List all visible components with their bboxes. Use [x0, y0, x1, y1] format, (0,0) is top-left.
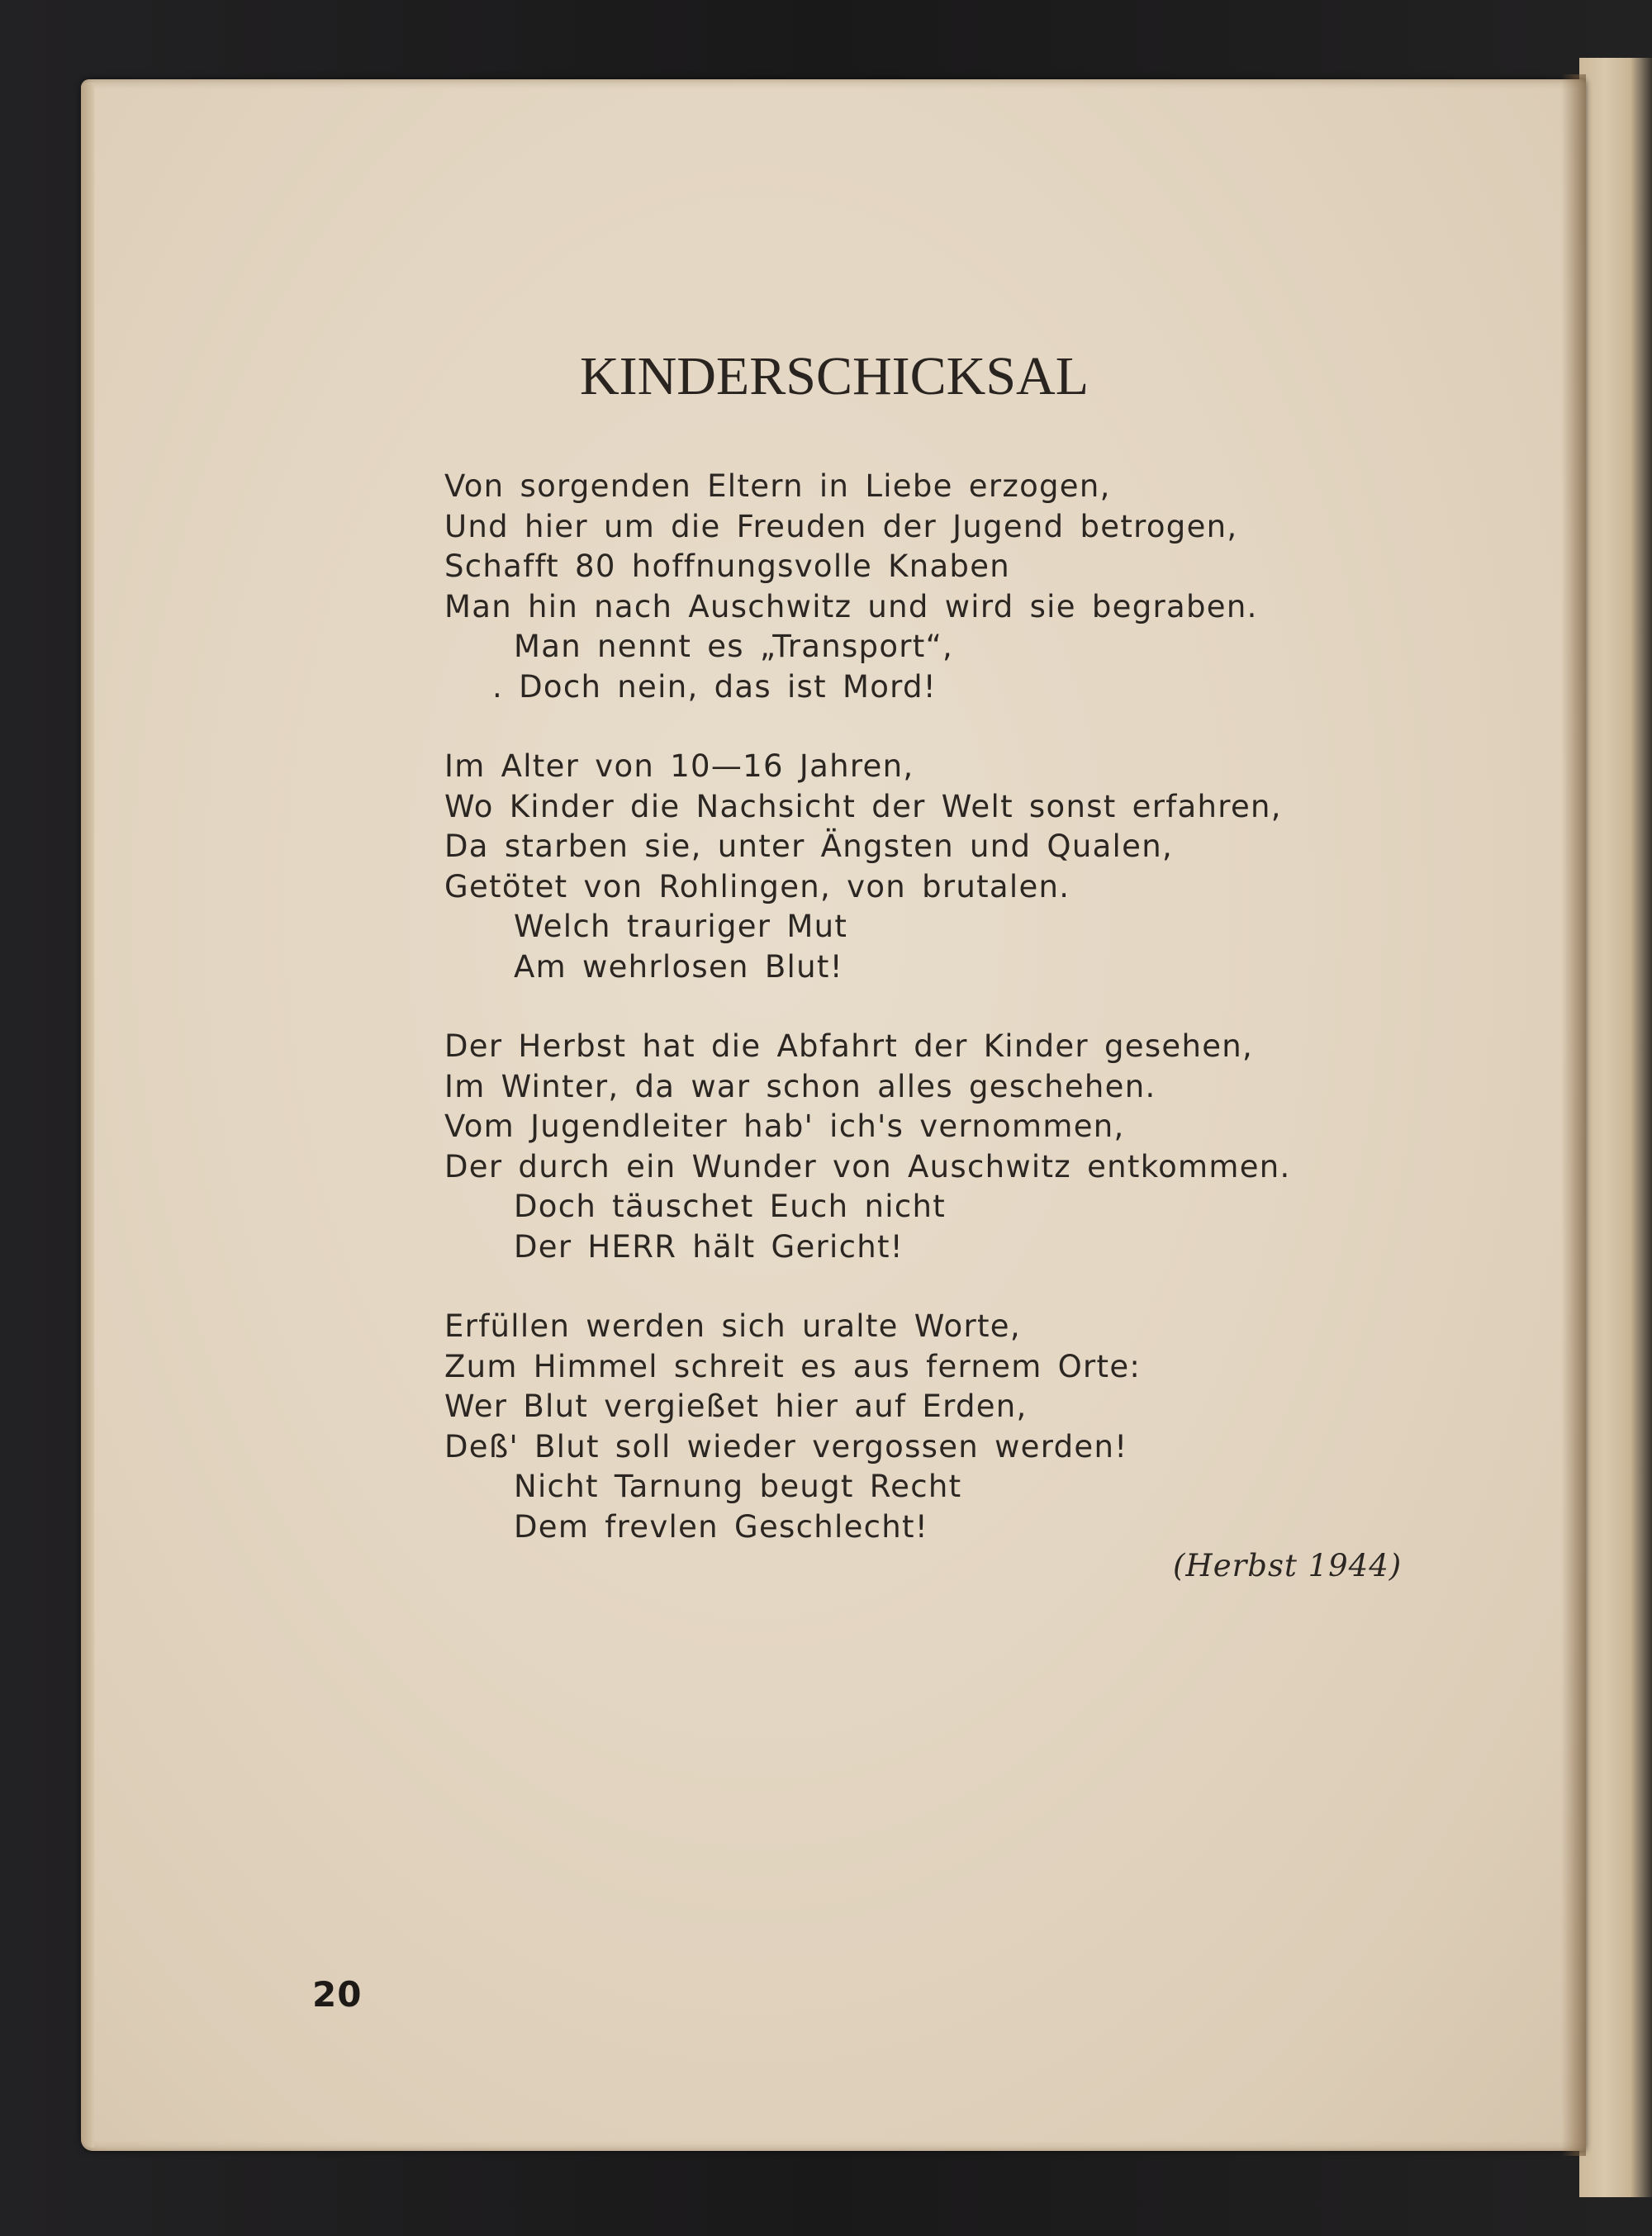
poem-title: KINDERSCHICKSAL — [579, 346, 1089, 406]
refrain-line: Doch täuschet Euch nicht — [514, 1189, 947, 1224]
poem-line: Und hier um die Freuden der Jugend betrogen, — [444, 508, 1238, 544]
refrain-line: Man nennt es „Transport“, — [514, 629, 954, 664]
stanza-1 — [444, 467, 1291, 707]
poem-line: Der Herbst hat die Abfahrt der Kinder gesehen, — [444, 1028, 1254, 1064]
poem-line: Wer Blut vergießet hier auf Erden, — [444, 1389, 1028, 1424]
poem-line: Im Alter von 10—16 Jahren, — [444, 748, 914, 784]
poem-date: (Herbst 1944) — [1173, 1548, 1403, 1583]
stanza-2 — [444, 747, 1291, 987]
poem-line: Man hin nach Auschwitz und wird sie begraben. — [444, 588, 1258, 624]
poem-line: Im Winter, da war schon alles geschehen. — [444, 1068, 1156, 1104]
poem-line: Der durch ein Wunder von Auschwitz entkommen. — [444, 1148, 1291, 1184]
refrain-line: Welch trauriger Mut — [514, 909, 848, 944]
refrain-line: . Doch nein, das ist Mord! — [492, 668, 937, 705]
refrain-line: Der HERR hält Gericht! — [514, 1228, 904, 1265]
poem-body — [444, 467, 1291, 1587]
refrain-line: Dem frevlen Geschlecht! — [514, 1508, 928, 1545]
poem-line: Deß' Blut soll wieder vergossen werden! — [444, 1428, 1128, 1465]
poem-line: Erfüllen werden sich uralte Worte, — [444, 1308, 1021, 1344]
poem-line: Zum Himmel schreit es aus fernem Orte: — [444, 1348, 1142, 1384]
poem-line: Vom Jugendleiter hab' ich's vernommen, — [444, 1109, 1125, 1144]
stanza-3 — [444, 1027, 1291, 1267]
stanza-4 — [444, 1307, 1291, 1547]
refrain-line: Nicht Tarnung beugt Recht — [514, 1469, 962, 1504]
poem-line: Wo Kinder die Nachsicht der Welt sonst erfahren, — [444, 788, 1282, 824]
poem-line: Von sorgenden Eltern in Liebe erzogen, — [444, 468, 1111, 504]
page-number: 20 — [312, 1974, 363, 2015]
poem-line: Da starben sie, unter Ängsten und Qualen, — [444, 828, 1173, 864]
refrain-line: Am wehrlosen Blut! — [514, 948, 843, 985]
poem-line: Getötet von Rohlingen, von brutalen. — [444, 868, 1070, 904]
poem-line: Schafft 80 hoffnungsvolle Knaben — [444, 548, 1011, 584]
